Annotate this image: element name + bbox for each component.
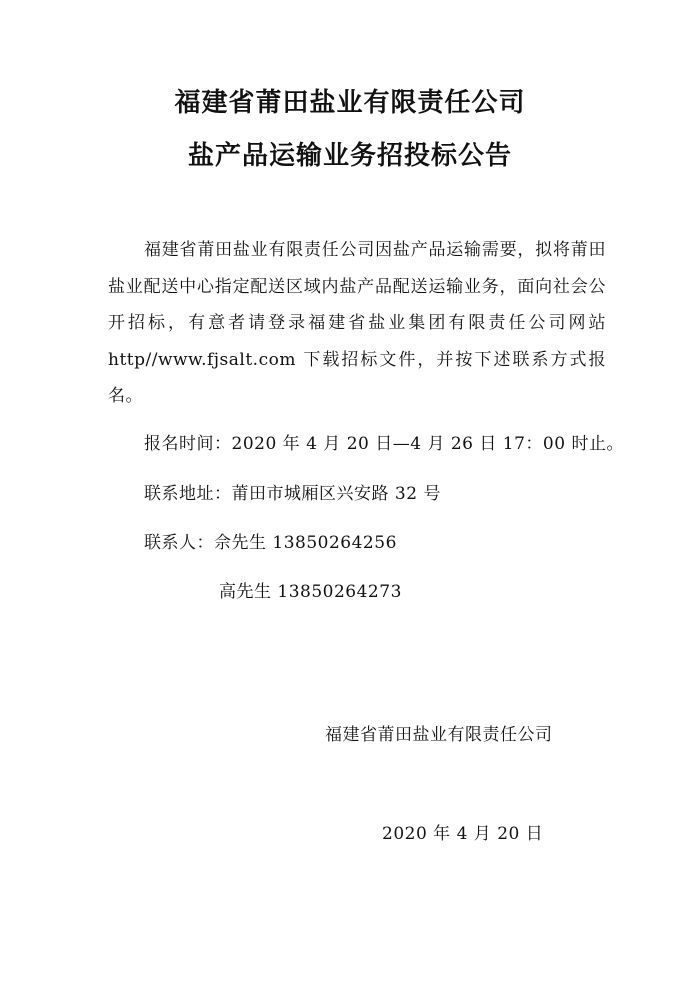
signature-date: 2020 年 4 月 20 日 bbox=[382, 824, 544, 844]
signer-organization: 福建省莆田盐业有限责任公司 bbox=[325, 725, 553, 745]
contact-person-primary: 联系人：佘先生 13850264256 bbox=[144, 533, 397, 553]
title-line-2: 盐产品运输业务招投标公告 bbox=[187, 141, 512, 171]
title-line-1: 福建省莆田盐业有限责任公司 bbox=[174, 88, 526, 118]
registration-deadline: 报名时间：2020 年 4 月 20 日—4 月 26 日 17：00 时止。 bbox=[144, 434, 624, 454]
contact-person-secondary: 高先生 13850264273 bbox=[219, 582, 402, 602]
announcement-paragraph: 福建省莆田盐业有限责任公司因盐产品运输需要，拟将莆田盐业配送中心指定配送区域内盐产品配送运输业务，面向社会公开招标，有意者请登录福建省盐业集团有限责任公司网站 http//www.fjsalt.com 下载招标文件，并按下述联系方式报名。 bbox=[108, 240, 606, 406]
contact-address: 联系地址：莆田市城厢区兴安路 32 号 bbox=[144, 484, 441, 504]
